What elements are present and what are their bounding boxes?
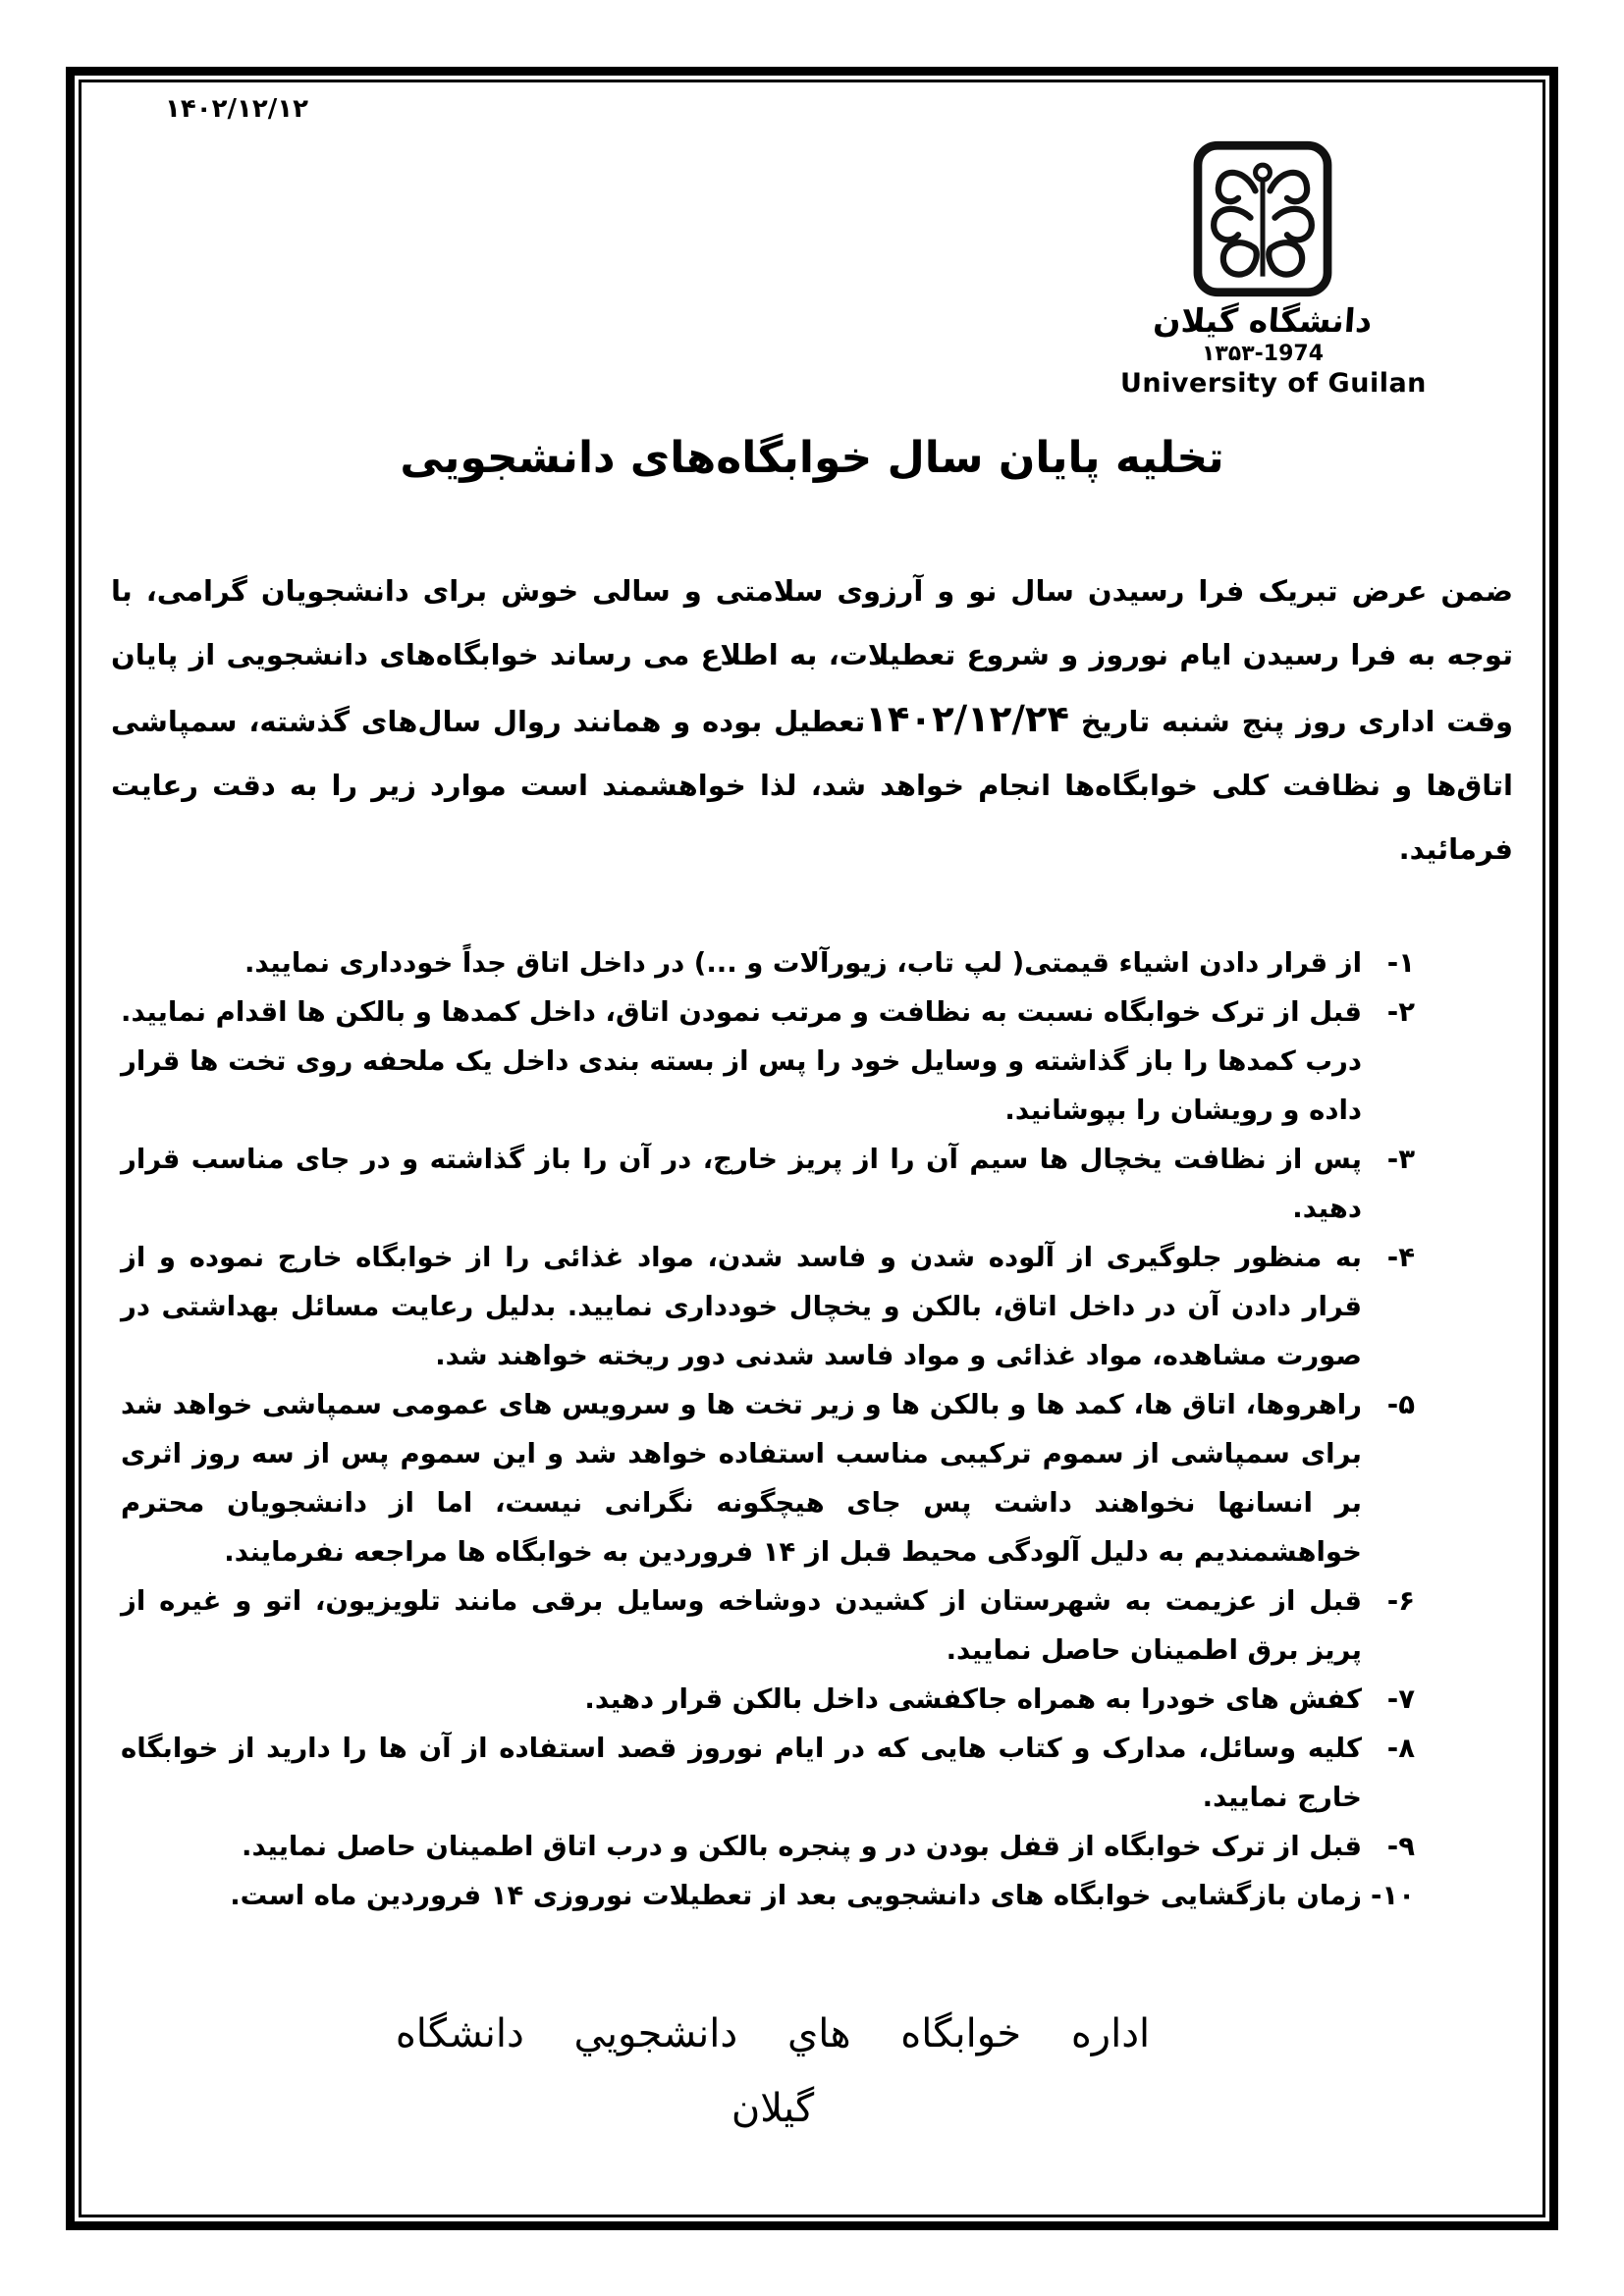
page-border-inner [79, 80, 1545, 2217]
rule-number: ۸- [1386, 1733, 1415, 1764]
logo-calligraphy: دانشگاه گیلان [1152, 301, 1374, 340]
rule-text: از قرار دادن اشیاء قیمتی( لپ تاب، زیورآلات و ...) در داخل اتاق جداً خودداری نمایید. [244, 947, 1362, 979]
university-logo [1120, 139, 1427, 400]
rule-number: ۲- [1386, 996, 1415, 1028]
signature-block [79, 1997, 1474, 2146]
rule-item-3 [121, 1135, 1415, 1233]
rule-number: ۴- [1386, 1242, 1415, 1273]
university-emblem-icon [1189, 139, 1336, 298]
closure-date: ۱۴۰۲/۱۲/۲۴ [865, 698, 1070, 740]
intro-paragraph [111, 560, 1513, 881]
rule-number: ۱۰- [1371, 1880, 1415, 1911]
rule-item-4 [121, 1233, 1415, 1380]
rule-item-9 [121, 1822, 1415, 1871]
rule-item-2 [121, 988, 1415, 1135]
rule-text: راهروها، اتاق ها، کمد ها و بالکن ها و زیر تخت ها و سرویس های عمومی سمپاشی خواهد شد برای سمپاشی از سموم ترکیبی مناسب استفاده خواهد شد و این سموم پس از سه روز اثری بر انسانها نخواهند داشت پس جای هیچگونه نگرانی نیست، اما از دانشجویان محترم خواهشمندیم به دلیل آلودگی محیط قبل از ۱۴ فروردین به خوابگاه ها مراجعه نفرمایند. [121, 1389, 1362, 1568]
rule-item-8 [121, 1724, 1415, 1822]
letter-content [81, 82, 1543, 2215]
rule-text: قبل از ترک خوابگاه از قفل بودن در و پنجره بالکن و درب اتاق اطمینان حاصل نمایید. [242, 1831, 1362, 1862]
intro-text-before-date: ضمن عرض تبریک فرا رسیدن سال نو و آرزوی سلامتی و سالی خوش برای دانشجویان گرامی، با توجه به فرا رسیدن ایام نوروز و شروع تعطیلات، به اطلاع می رساند خوابگاه‌های دانشجویی از پایان وقت اداری روز پنج شنبه تاریخ [111, 574, 1513, 738]
rule-number: ۵- [1386, 1389, 1415, 1420]
rule-text: قبل از ترک خوابگاه نسبت به نظافت و مرتب نمودن اتاق، داخل کمدها و بالکن ها اقدام نمایید. درب کمدها را باز گذاشته و وسایل خود را پس از بسته بندی داخل یک ملحفه روی تخت ها قرار داده و رویشان را بپوشانید. [121, 996, 1362, 1126]
rule-text: قبل از عزیمت به شهرستان از کشیدن دوشاخه وسایل برقی مانند تلویزیون، اتو و غیره از پریز برق اطمینان حاصل نمایید. [121, 1585, 1362, 1666]
rule-number: ۶- [1386, 1585, 1415, 1617]
logo-name-en: University of Guilan [1120, 368, 1427, 400]
rule-text: زمان بازگشایی خوابگاه های دانشجویی بعد از تعطیلات نوروزی ۱۴ فروردین ماه است. [230, 1880, 1362, 1911]
rule-item-10 [121, 1871, 1415, 1920]
rule-item-1 [121, 938, 1415, 988]
document-title: تخلیه پایان سال خوابگاه‌های دانشجویی [400, 433, 1224, 483]
logo-years: ۱۳۵۳-1974 [1201, 341, 1325, 366]
rules-list [121, 938, 1415, 1920]
document-date: ۱۴۰۲/۱۲/۱۲ [165, 94, 308, 124]
page-border [66, 67, 1558, 2230]
rule-text: پس از نظافت یخچال ها سیم آن را از پریز خارج، در آن را باز گذاشته و در جای مناسب قرار دهید. [121, 1144, 1362, 1224]
rule-number: ۷- [1386, 1683, 1415, 1715]
rule-item-6 [121, 1576, 1415, 1675]
rule-text: کفش های خودرا به همراه جاکفشی داخل بالکن قرار دهید. [584, 1683, 1362, 1715]
signature-line2: گيلان [731, 2086, 815, 2131]
rule-number: ۱- [1386, 947, 1415, 979]
rule-number: ۳- [1386, 1144, 1415, 1175]
rule-text: به منظور جلوگیری از آلوده شدن و فاسد شدن، مواد غذائی را از خوابگاه خارج نموده و از قرار دادن آن در داخل اتاق، بالکن و یخچال خودداری نمایید. بدلیل رعایت مسائل بهداشتی در صورت مشاهده، مواد غذائی و مواد فاسد شدنی دور ریخته خواهند شد. [121, 1242, 1362, 1371]
rule-item-5 [121, 1380, 1415, 1576]
signature-line1: اداره خوابگاه هاي دانشجويي دانشگاه [395, 2011, 1151, 2056]
intro-text-after-date: تعطیل بوده و همانند روال سال‌های گذشته، سمپاشی اتاق‌ها و نظافت کلی خوابگاه‌ها انجام خواهد شد، لذا خواهشمند است موارد زیر را به دقت رعایت فرمائید. [111, 705, 1513, 866]
rule-number: ۹- [1386, 1831, 1415, 1862]
rule-text: کلیه وسائل، مدارک و کتاب هایی که در ایام نوروز قصد استفاده از آن ها را دارید از خوابگاه خارج نمایید. [121, 1733, 1362, 1813]
rule-item-7 [121, 1675, 1415, 1724]
